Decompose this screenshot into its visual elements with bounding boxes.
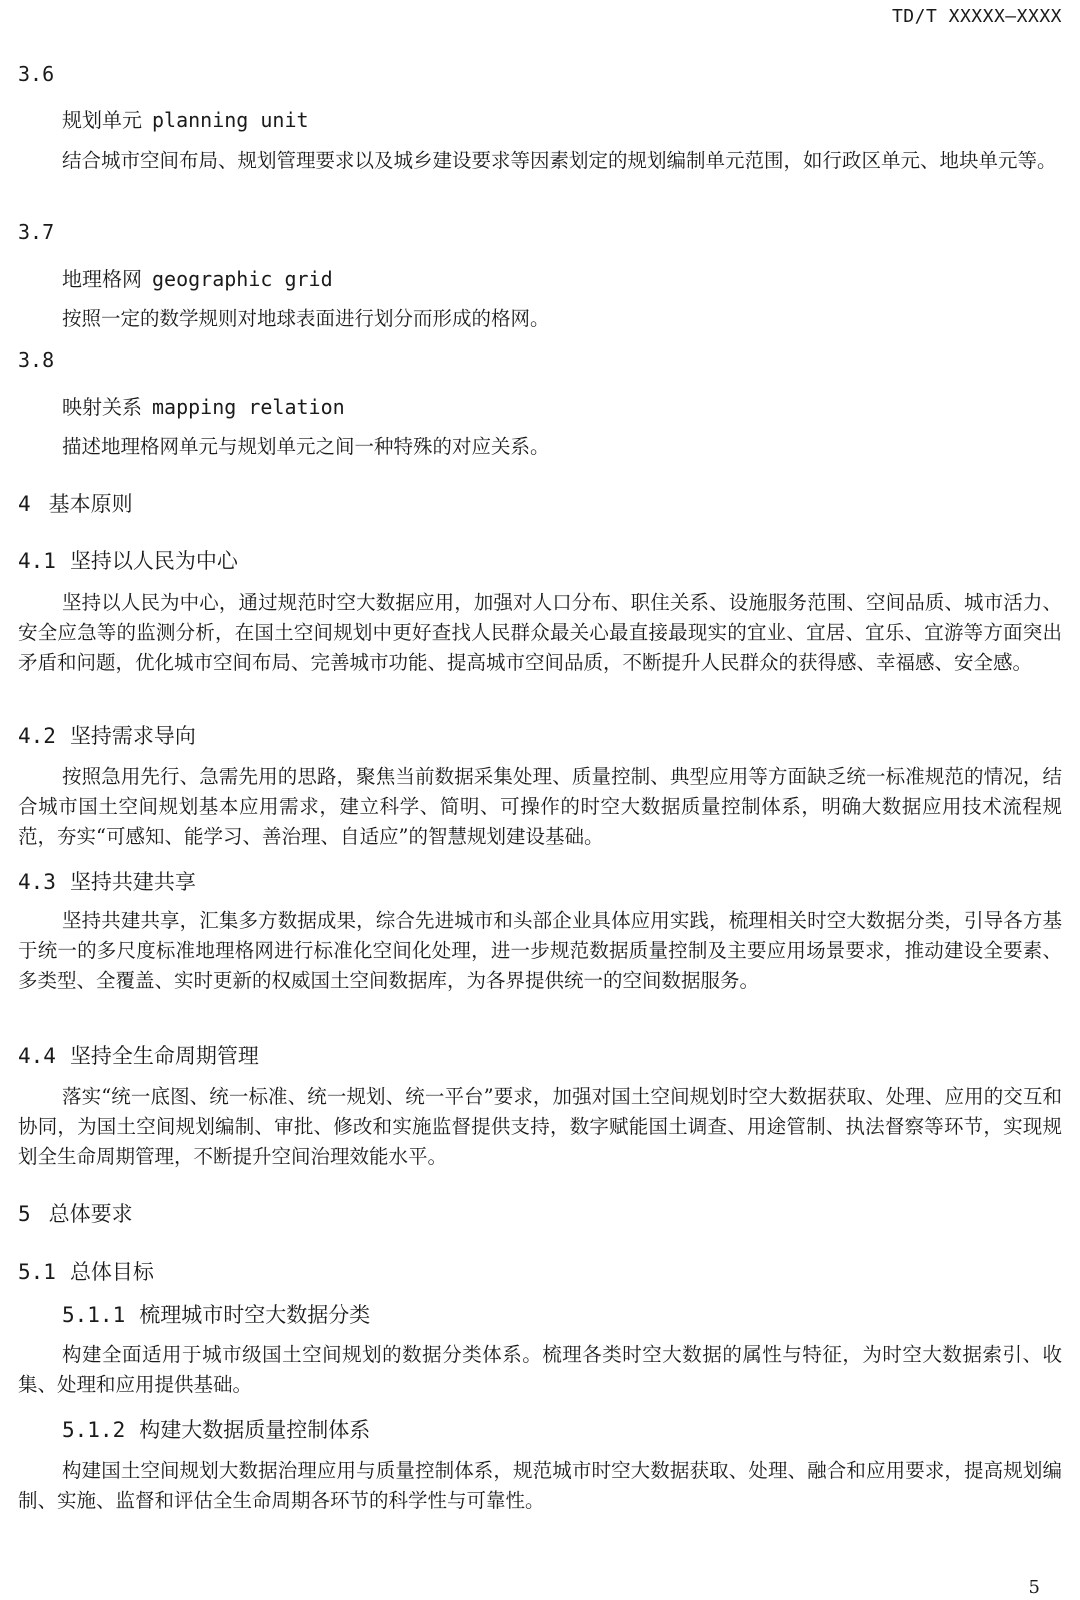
- section-heading-4-1: [18, 545, 1062, 575]
- definition-3-7: 按照一定的数学规则对地球表面进行划分而形成的格网。: [62, 307, 550, 330]
- section-title: 坚持需求导向: [69, 724, 196, 748]
- section-title: 总体要求: [48, 1202, 133, 1226]
- section-title: 坚持共建共享: [69, 870, 196, 894]
- clause-number-3-7: 3.7: [18, 220, 55, 244]
- section-number: 4.4: [18, 1044, 56, 1068]
- section-heading-5-1: [18, 1256, 1062, 1286]
- paragraph-4-3: 坚持共建共享，汇集多方数据成果，综合先进城市和头部企业具体应用实践，梳理相关时空大数据分类，引导各方基于统一的多尺度标准地理格网进行标准化空间化处理，进一步规范数据质量控制及主要应用场景要求，推动建设全要素、多类型、全覆盖、实时更新的权威国土空间数据库，为各界提供统一的空间数据服务。: [18, 909, 1062, 992]
- section-title: 梳理城市时空大数据分类: [139, 1303, 371, 1327]
- section-title: 坚持以人民为中心: [69, 549, 238, 573]
- paragraph-4-4: 落实“统一底图、统一标准、统一规划、统一平台”要求，加强对国土空间规划时空大数据获取、处理、应用的交互和协同，为国土空间规划编制、审批、修改和实施监督提供支持，数字赋能国土调查、用途管制、执法督察等环节，实现规划全生命周期管理，不断提升空间治理效能水平。: [18, 1085, 1062, 1168]
- term-en: geographic grid: [152, 267, 333, 291]
- section-title: 基本原则: [48, 492, 133, 516]
- section-number: 4: [18, 492, 31, 516]
- section-title: 总体目标: [69, 1260, 154, 1284]
- page-number: 5: [1028, 1577, 1040, 1598]
- section-title: 坚持全生命周期管理: [69, 1044, 259, 1068]
- section-number: 5.1: [18, 1260, 56, 1284]
- paragraph-4-1: 坚持以人民为中心，通过规范时空大数据应用，加强对人口分布、职住关系、设施服务范围、空间品质、城市活力、安全应急等的监测分析，在国土空间规划中更好查找人民群众最关心最直接最现实的宜业、宜居、宜乐、宜游等方面突出矛盾和问题，优化城市空间布局、完善城市功能、提高城市空间品质，不断提升人民群众的获得感、幸福感、安全感。: [18, 591, 1062, 674]
- section-heading-4-2: [18, 720, 1062, 750]
- section-number: 5.1.1: [62, 1303, 126, 1327]
- section-heading-5-1-2: [62, 1414, 1062, 1444]
- clause-number-3-8: 3.8: [18, 348, 55, 372]
- term-3-8: [62, 391, 1062, 420]
- definition-3-6: 结合城市空间布局、规划管理要求以及城乡建设要求等因素划定的规划编制单元范围，如行政区单元、地块单元等。: [62, 149, 1057, 172]
- paragraph-5-1-1: 构建全面适用于城市级国土空间规划的数据分类体系。梳理各类时空大数据的属性与特征，为时空大数据索引、收集、处理和应用提供基础。: [18, 1343, 1062, 1396]
- section-heading-4: [18, 488, 1062, 518]
- term-3-6: [62, 104, 1062, 133]
- section-number: 5: [18, 1202, 31, 1226]
- term-en: planning unit: [152, 108, 309, 132]
- term-zh: 映射关系: [62, 395, 142, 419]
- clause-number-3-6: 3.6: [18, 62, 55, 86]
- section-number: 4.2: [18, 724, 56, 748]
- paragraph-5-1-2: 构建国土空间规划大数据治理应用与质量控制体系，规范城市时空大数据获取、处理、融合和应用要求，提高规划编制、实施、监督和评估全生命周期各环节的科学性与可靠性。: [18, 1459, 1062, 1512]
- document-code: TD/T XXXXX—XXXX: [891, 6, 1062, 27]
- paragraph-4-2: 按照急用先行、急需先用的思路，聚焦当前数据采集处理、质量控制、典型应用等方面缺乏统一标准规范的情况，结合城市国土空间规划基本应用需求，建立科学、简明、可操作的时空大数据质量控制体系，明确大数据应用技术流程规范，夯实“可感知、能学习、善治理、自适应”的智慧规划建设基础。: [18, 765, 1062, 848]
- section-number: 4.3: [18, 870, 56, 894]
- term-zh: 地理格网: [62, 267, 142, 291]
- term-3-7: [62, 263, 1062, 292]
- term-en: mapping relation: [152, 395, 345, 419]
- section-heading-5: [18, 1198, 1062, 1228]
- definition-3-8: 描述地理格网单元与规划单元之间一种特殊的对应关系。: [62, 435, 550, 458]
- term-zh: 规划单元: [62, 108, 142, 132]
- section-heading-5-1-1: [62, 1299, 1062, 1329]
- section-number: 4.1: [18, 549, 56, 573]
- section-number: 5.1.2: [62, 1418, 126, 1442]
- section-heading-4-4: [18, 1040, 1062, 1070]
- section-title: 构建大数据质量控制体系: [139, 1418, 371, 1442]
- section-heading-4-3: [18, 866, 1062, 896]
